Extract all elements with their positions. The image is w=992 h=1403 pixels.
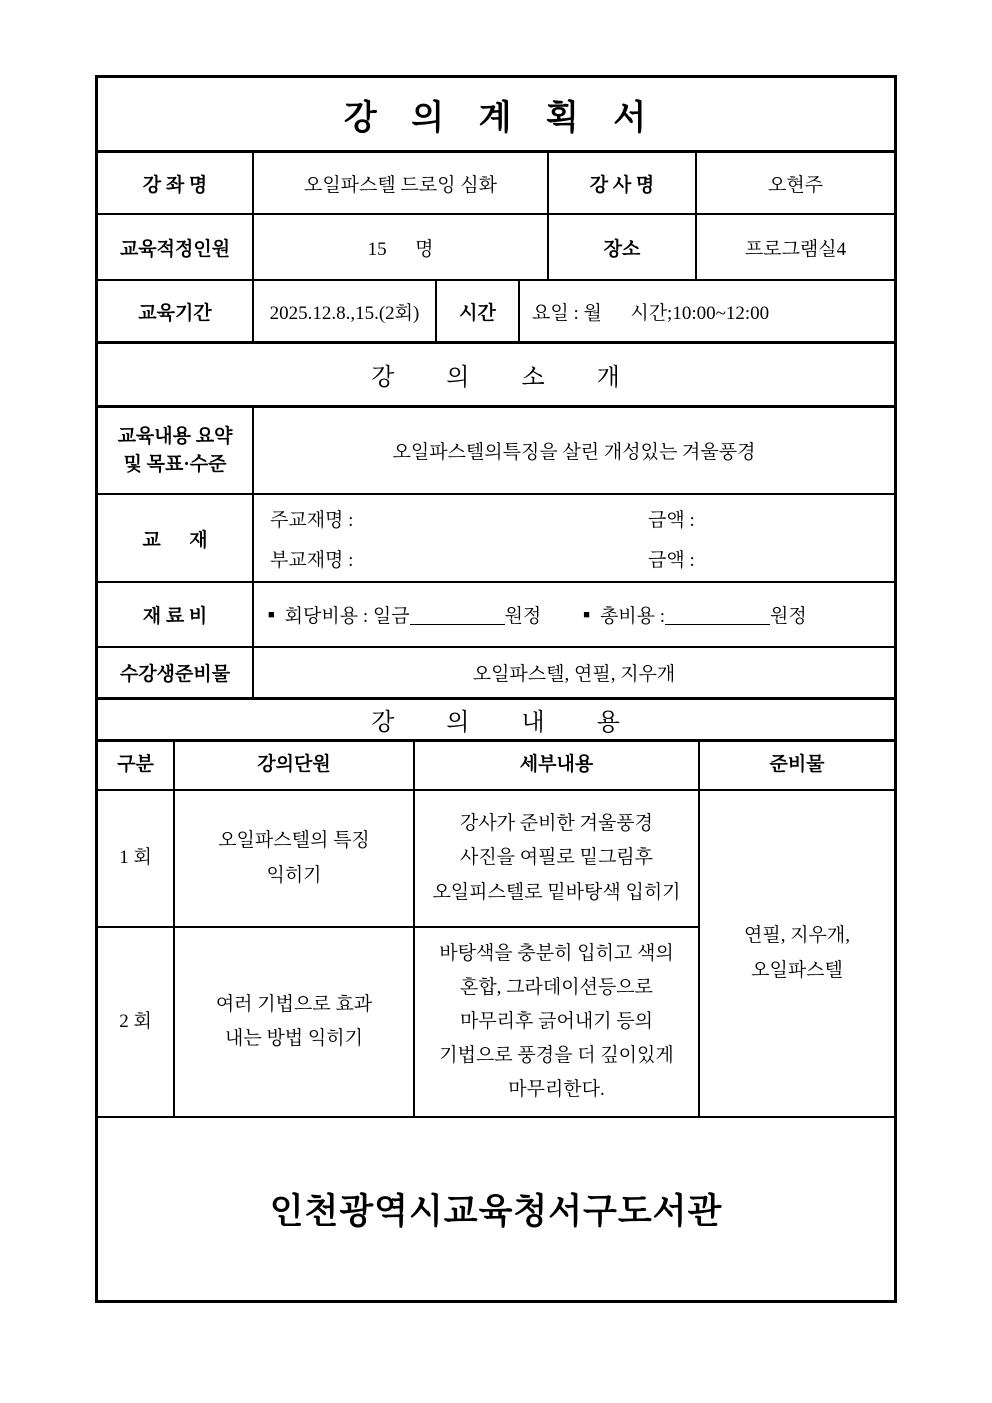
- session2-detail-line: 마무리한다.: [508, 1079, 605, 1101]
- intro-section-title: 강 의 소 개: [371, 365, 621, 391]
- textbook-main-label: 주교재명 :: [270, 509, 354, 531]
- textbook-main-line: [254, 505, 894, 532]
- organization-name: 인천광역시교육청서구도서관: [269, 1192, 723, 1231]
- total-cost-label: 총비용 :: [599, 606, 666, 627]
- capacity-value: 15 명: [254, 215, 549, 279]
- session2-detail: [415, 928, 700, 1116]
- square-bullet-icon: ■: [268, 608, 275, 621]
- materials-fee-label: 재 료 비: [98, 583, 254, 646]
- content-section-header-row: [98, 700, 894, 742]
- column-header-prep: 준비물: [700, 742, 894, 791]
- session1-detail-line: 오일피스텔로 밑바탕색 입히기: [432, 881, 681, 903]
- session2-detail-line: 혼합, 그라데이션등으로: [459, 976, 654, 998]
- textbook-sub-label: 부교재명 :: [270, 549, 354, 571]
- place-value: 프로그램실4: [744, 238, 847, 260]
- supplies-row: [98, 648, 894, 700]
- textbook-sub-price-label: 금액 :: [648, 549, 695, 571]
- period-label: 교육기간: [98, 281, 254, 341]
- session2-no: 2 회: [98, 928, 175, 1116]
- materials-fee-line: [254, 601, 894, 628]
- session2-detail-line: 기법으로 풍경을 더 깊이있게: [439, 1045, 674, 1067]
- column-header-detail: 세부내용: [415, 742, 700, 791]
- session2-detail-line: 마무리후 긁어내기 등의: [459, 1010, 654, 1032]
- summary-label-line2: 및 목표·수준: [123, 453, 227, 475]
- content-section-title: 강 의 내 용: [371, 710, 621, 736]
- capacity-label: 교육적정인원: [98, 215, 254, 279]
- course-value: 오일파스텔 드로잉 심화: [254, 153, 549, 213]
- instructor-value: 오현주: [767, 174, 824, 196]
- session2-unit-line: 내는 방법 익히기: [225, 1028, 363, 1049]
- time-label: 시간: [437, 281, 520, 341]
- summary-row: [98, 408, 894, 495]
- session1-no: 1 회: [98, 791, 175, 928]
- materials-fee-row: [98, 583, 894, 648]
- session2-unit-line: 여러 기법으로 효과: [215, 993, 373, 1015]
- supplies-value: 오일파스텔, 연필, 지우개: [472, 664, 676, 685]
- lecture-plan-document: [95, 75, 897, 1303]
- square-bullet-icon: ■: [583, 608, 590, 621]
- session1-unit-line: 오일파스텔의 특징: [218, 830, 370, 852]
- session1-unit: [175, 791, 415, 928]
- column-header-no: 구분: [98, 742, 175, 791]
- textbook-sub-line: [254, 545, 894, 572]
- time-value: 요일 : 월 시간;10:00~12:00: [532, 302, 770, 324]
- column-header-unit: 강의단원: [175, 742, 415, 791]
- textbook-label: 교 재: [98, 495, 254, 581]
- period-row: [98, 281, 894, 344]
- per-session-label: 회당비용 : 일금: [284, 606, 410, 627]
- per-session-suffix: 원정: [504, 606, 542, 627]
- supplies-label: 수강생준비물: [98, 648, 254, 697]
- prep-materials-cell: [700, 791, 894, 1116]
- textbook-value: [254, 495, 894, 581]
- period-value: 2025.12.8.,15.(2회): [254, 281, 437, 341]
- textbook-main-price-label: 금액 :: [648, 509, 695, 531]
- capacity-row: [98, 215, 894, 281]
- per-session-amount-blank: [410, 604, 505, 625]
- instructor-label: 강 사 명: [549, 153, 697, 213]
- session2-unit: [175, 928, 415, 1116]
- session2-detail-line: 바탕색을 충분히 입히고 색의: [439, 942, 674, 964]
- materials-fee-value: [254, 583, 894, 646]
- prep-materials-line: 연필, 지우개,: [743, 925, 851, 947]
- course-row: [98, 153, 894, 215]
- summary-label: [98, 408, 254, 493]
- title-row: [98, 78, 894, 153]
- page-title: 강 의 계 획 서: [343, 99, 649, 137]
- summary-label-line1: 교육내용 요약: [117, 425, 233, 447]
- textbook-row: [98, 495, 894, 583]
- course-label: 강 좌 명: [98, 153, 254, 213]
- prep-materials-line: 오일파스텔: [751, 959, 843, 981]
- summary-value: 오일파스텔의특징을 살린 개성있는 겨울풍경: [392, 442, 756, 463]
- total-cost-suffix: 원정: [770, 606, 807, 627]
- session1-unit-line: 익히기: [266, 864, 322, 886]
- content-table: [98, 742, 894, 1118]
- place-label: 장소: [549, 215, 697, 279]
- footer-row: [98, 1118, 894, 1300]
- session1-detail-line: 사진을 여필로 밑그림후: [459, 847, 654, 869]
- total-cost-amount-blank: [665, 604, 770, 625]
- session1-detail-line: 강사가 준비한 겨울풍경: [459, 813, 654, 835]
- session1-detail: [415, 791, 700, 928]
- intro-section-header-row: [98, 344, 894, 408]
